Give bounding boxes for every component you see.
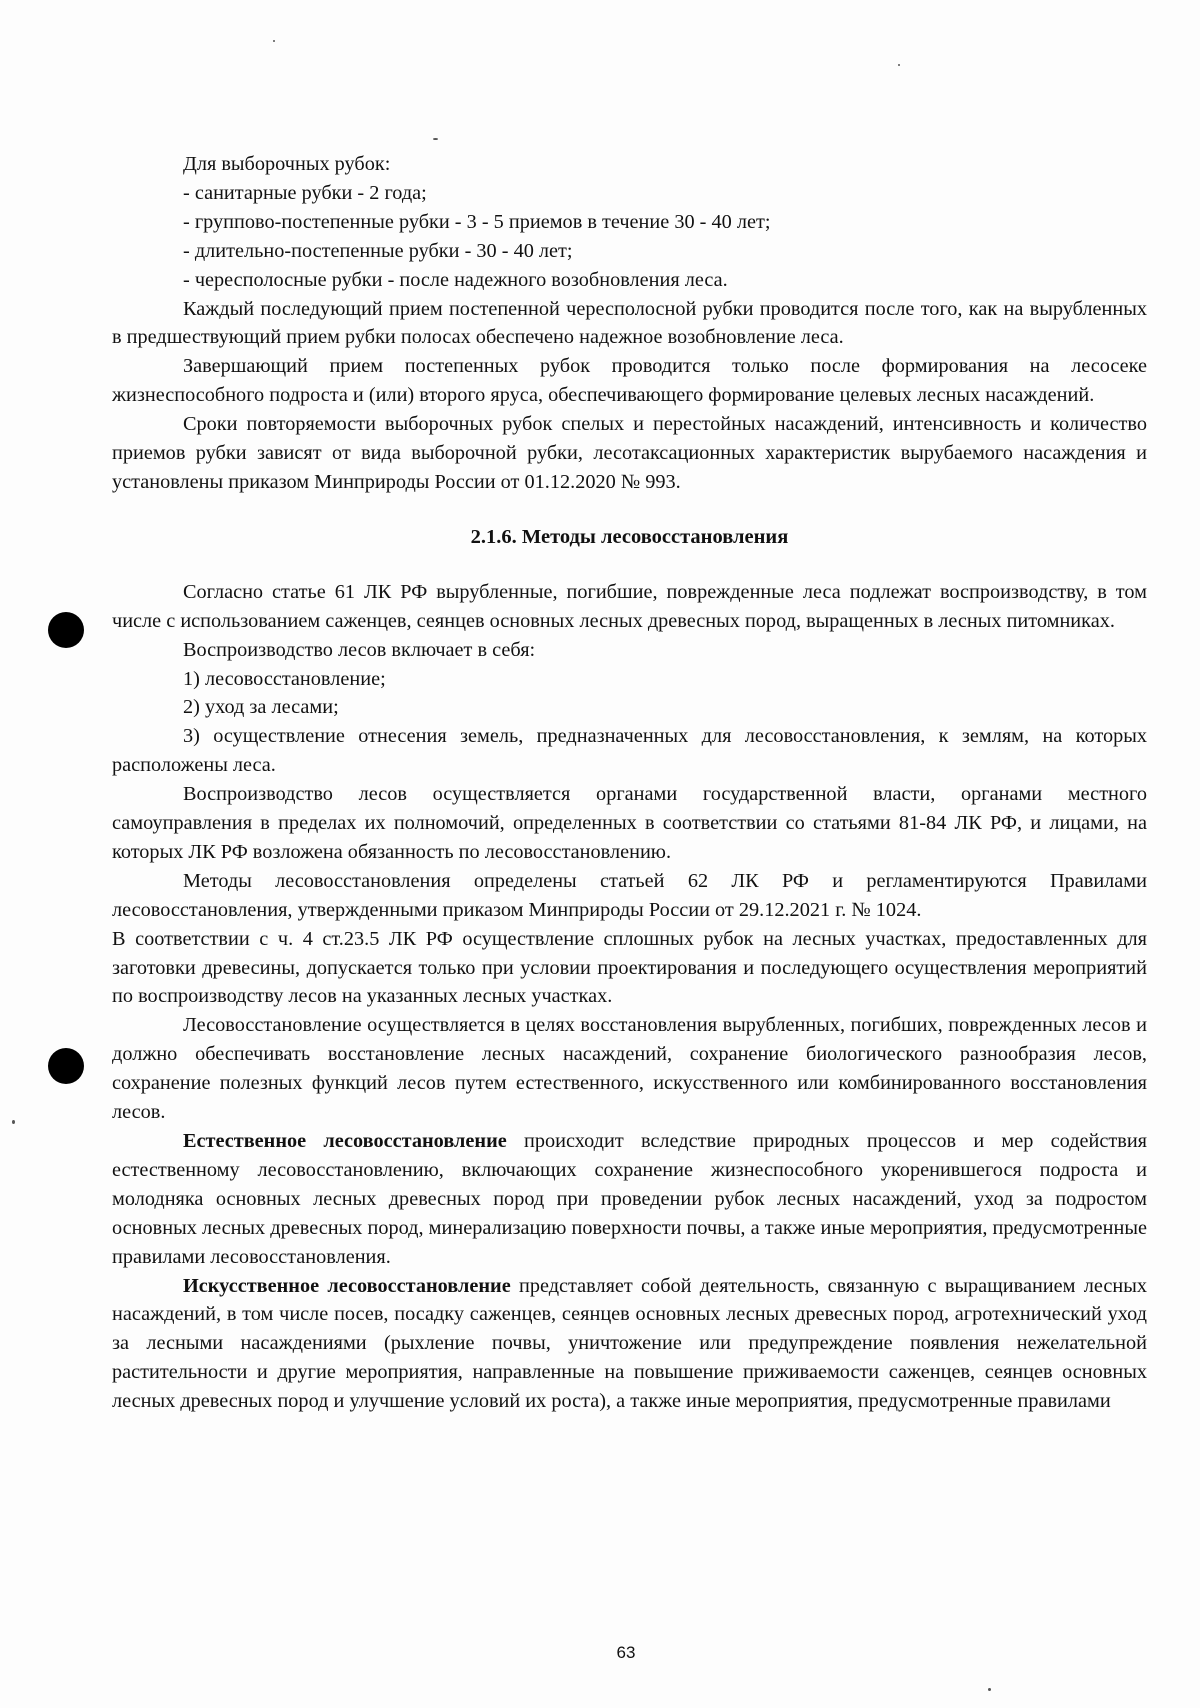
natural-text: происходит вследствие природных процессов и мер содействия естественному лесовосстановлению, включающих сохранение жизнеспособного укоренившегося подроста и молодняка основных лесных древесных пород при проведении рубок лесных насаждений, уход за подростом основных лесных древесных пород, минерализацию поверхности почвы, а также иные мероприятия, предусмотренные правилами лесовосстановления. xyxy=(112,1130,1147,1268)
list-item: 3) осуществление отнесения земель, предназначенных для лесовосстановления, к землям, на которых расположены леса. xyxy=(112,725,1147,777)
paragraph-article-23-5: В соответствии с ч. 4 ст.23.5 ЛК РФ осуществление сплошных рубок на лесных участках, предоставленных для заготовки древесины, допускается только при условии проектирования и последующего осуществления мероприятий по воспроизводству лесов на указанных лесных участках. xyxy=(112,927,1147,1008)
artificial-text: представляет собой деятельность, связанную с выращиванием лесных насаждений, в том числе посев, посадку саженцев, сеянцев основных лесных древесных пород, агротехнический уход за лесными насаждениями (рыхление почвы, уничтожение или предупреждение появления нежелательной растительности и другие мероприятия, направленные на повышение приживаемости саженцев, сеянцев основных лесных древесных пород и улучшение условий их роста), а также иные мероприятия, предусмотренные правилами xyxy=(112,1274,1148,1413)
paragraph-terms: Сроки повторяемости выборочных рубок спелых и перестойных насаждений, интенсивность и количество приемов рубки зависят от вида выборочной рубки, лесотаксационных характеристик вырубаемого насаждения и установлены приказом Минприроды России от 01.12.2020 № 993. xyxy=(112,413,1147,493)
scan-speck xyxy=(988,1688,991,1691)
scan-speck xyxy=(273,40,275,42)
paragraph-bodies: Воспроизводство лесов осуществляется органами государственной власти, органами местного самоуправления в пределах их полномочий, определенных в соответствии со статьями 81-84 ЛК РФ, и лицами, на которых ЛК РФ возложена обязанность по лесовосстановлению. xyxy=(112,783,1147,863)
term-natural: Естественное лесовосстановление xyxy=(183,1130,507,1152)
list-item: 1) лесовосстановление; xyxy=(183,667,386,690)
list-item: - длительно-постепенные рубки - 30 - 40 лет; xyxy=(183,239,573,262)
page-number: 63 xyxy=(616,1643,636,1662)
paragraph-goal: Лесовосстановление осуществляется в целях восстановления вырубленных, погибших, поврежденных лесов и должно обеспечивать восстановление лесных насаждений, сохранение биологического разнообразия лесов, сохранение полезных функций лесов путем естественного, искусственного или комбинированного восстановления лесов. xyxy=(112,1014,1147,1124)
paragraph-natural xyxy=(112,1127,1147,1272)
document-body xyxy=(112,150,1147,1416)
section-heading: 2.1.6. Методы лесовосстановления xyxy=(470,525,789,548)
paragraph-article-61: Согласно статье 61 ЛК РФ вырубленные, погибшие, поврежденные леса подлежат воспроизводству, в том числе с использованием саженцев, сеянцев основных лесных древесных пород, выращенных в лесных питомниках. xyxy=(112,580,1147,632)
scan-speck xyxy=(433,138,438,140)
list-item: - чересполосные рубки - после надежного возобновления леса. xyxy=(183,268,728,291)
list-item: - санитарные рубки - 2 года; xyxy=(183,181,427,204)
paragraph-final-stage: Завершающий прием постепенных рубок проводится только после формирования на лесосеке жизнеспособного подроста и (или) второго яруса, обеспечивающего формирование целевых лесных насаждений. xyxy=(112,355,1147,407)
selective-intro: Для выборочных рубок: xyxy=(183,153,391,175)
punch-hole xyxy=(48,1048,84,1084)
paragraph-each-next-stage: Каждый последующий прием постепенной чересполосной рубки проводится после того, как на вырубленных в предшествующий прием рубки полосах обеспечено надежное возобновление леса. xyxy=(112,297,1147,349)
list-item: - группово-постепенные рубки - 3 - 5 приемов в течение 30 - 40 лет; xyxy=(183,210,771,233)
scan-speck xyxy=(12,1120,15,1124)
paragraph-artificial xyxy=(112,1272,1147,1417)
term-artificial: Искусственное лесовосстановление xyxy=(183,1274,511,1297)
scan-speck xyxy=(898,64,900,66)
punch-hole xyxy=(48,612,84,648)
reproduction-intro: Воспроизводство лесов включает в себя: xyxy=(183,638,536,661)
paragraph-methods: Методы лесовосстановления определены статьей 62 ЛК РФ и регламентируются Правилами лесовосстановления, утвержденными приказом Минприроды России от 29.12.2021 г. № 1024. xyxy=(112,869,1147,921)
list-item: 2) уход за лесами; xyxy=(183,696,339,719)
